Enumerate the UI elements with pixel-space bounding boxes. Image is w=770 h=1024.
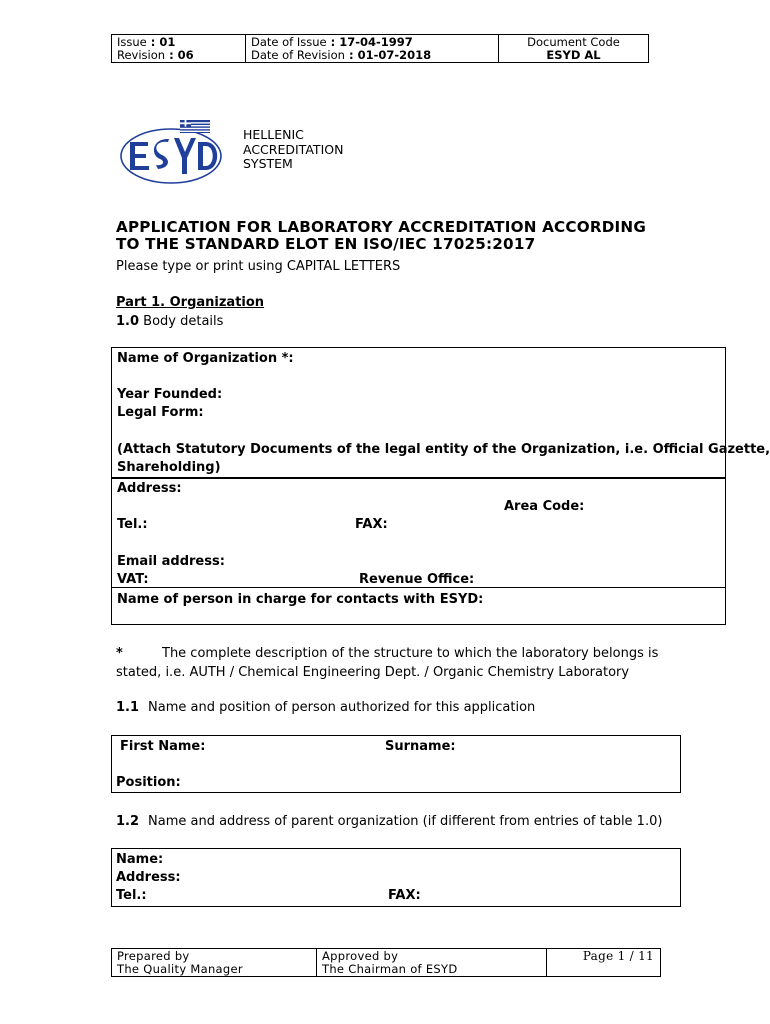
- section-1-2-number: 1.2: [116, 814, 140, 829]
- body-details-box-1: [111, 347, 770, 478]
- parent-address-label: Address:: [116, 870, 181, 885]
- first-name-label: First Name:: [120, 739, 206, 754]
- doc-code-label: Document Code: [527, 35, 620, 49]
- logo-line-hellenic: HELLENIC: [243, 127, 304, 142]
- footnote-star: *: [116, 646, 123, 661]
- fax-label: FAX:: [355, 517, 388, 532]
- year-founded-label: Year Founded:: [117, 387, 223, 402]
- body-details-box-2: [111, 477, 726, 588]
- footnote: [116, 645, 736, 681]
- contact-person-label: Name of person in charge for contacts with ESYD:: [117, 592, 484, 607]
- page-number-cell: [547, 949, 660, 976]
- date-revision-label: Date of Revision: [251, 48, 345, 62]
- doc-code-cell: [499, 35, 648, 62]
- prepared-by-role: The Quality Manager: [117, 961, 243, 976]
- section-1-2-heading: [116, 814, 662, 829]
- section-1-2-title: Name and address of parent organization (if different from entries of table 1.0): [148, 814, 663, 829]
- revision-value: 06: [177, 48, 194, 62]
- revision-label: Revision: [117, 48, 166, 62]
- section-1-0-title: Body details: [139, 314, 224, 329]
- issue-cell: Issue : 01 Revision : 06: [112, 35, 246, 62]
- authorized-person-box: [111, 735, 681, 793]
- position-label: Position:: [116, 775, 181, 790]
- title-line-2: TO THE STANDARD ELOT EN ISO/IEC 17025:2017: [116, 235, 536, 253]
- address-label: Address:: [117, 481, 182, 496]
- issue-value: 01: [159, 35, 176, 49]
- section-1-1-number: 1.1: [116, 700, 140, 715]
- title-line-1: APPLICATION FOR LABORATORY ACCREDITATION ACCORDING: [116, 218, 646, 236]
- email-label: Email address:: [117, 554, 225, 569]
- parent-name-label: Name:: [116, 852, 164, 867]
- document-title: [116, 219, 716, 253]
- date-issue-label: Date of Issue: [251, 35, 327, 49]
- document-header-table: [111, 34, 649, 63]
- attach-documents-line-1: (Attach Statutory Documents of the legal entity of the Organization, i.e. Official Gazette,: [117, 442, 770, 457]
- esyd-logo: [118, 116, 238, 188]
- surname-label: Surname:: [385, 739, 456, 754]
- legal-form-label: Legal Form:: [117, 405, 204, 420]
- prepared-by-cell: [112, 949, 317, 976]
- prepared-by-label: Prepared by: [117, 949, 190, 963]
- instruction-text: Please type or print using CAPITAL LETTERS: [116, 259, 401, 274]
- logo-line-system: SYSTEM: [243, 156, 293, 171]
- approved-by-label: Approved by: [322, 949, 399, 963]
- section-1-1-title: Name and position of person authorized for this application: [148, 700, 536, 715]
- area-code-label: Area Code:: [504, 499, 585, 514]
- body-details-box-3: [111, 587, 726, 625]
- document-footer-table: [111, 948, 661, 977]
- approved-by-cell: [317, 949, 547, 976]
- doc-code-value: ESYD AL: [546, 48, 601, 62]
- vat-label: VAT:: [117, 572, 149, 587]
- dates-cell: Date of Issue : 17-04-1997 Date of Revision : 01-07-2018: [246, 35, 499, 62]
- logo-caption: [243, 128, 343, 172]
- page-number: Page 1 / 11: [582, 949, 654, 963]
- logo-line-accreditation: ACCREDITATION: [243, 141, 344, 157]
- parent-fax-label: FAX:: [388, 888, 421, 903]
- footnote-line-1: The complete description of the structure to which the laboratory belongs is: [162, 646, 659, 661]
- revenue-office-label: Revenue Office:: [359, 572, 475, 587]
- footnote-line-2: stated, i.e. AUTH / Chemical Engineering Dept. / Organic Chemistry Laboratory: [116, 665, 630, 680]
- date-issue-value: 17-04-1997: [339, 35, 413, 49]
- section-1-0-number: 1.0: [116, 314, 140, 329]
- name-of-organization-label: Name of Organization *:: [117, 351, 294, 366]
- parent-tel-label: Tel.:: [116, 888, 147, 903]
- section-1-0-heading: [116, 314, 223, 329]
- section-1-1-heading: [116, 700, 535, 715]
- issue-label: Issue: [117, 35, 147, 49]
- approved-by-role: The Chairman of ESYD: [322, 961, 458, 976]
- part1-heading: Part 1. Organization: [116, 295, 265, 310]
- attach-documents-line-2: Shareholding): [117, 460, 221, 475]
- parent-organization-box: [111, 848, 681, 907]
- date-revision-value: 01-07-2018: [357, 48, 432, 62]
- tel-label: Tel.:: [117, 517, 148, 532]
